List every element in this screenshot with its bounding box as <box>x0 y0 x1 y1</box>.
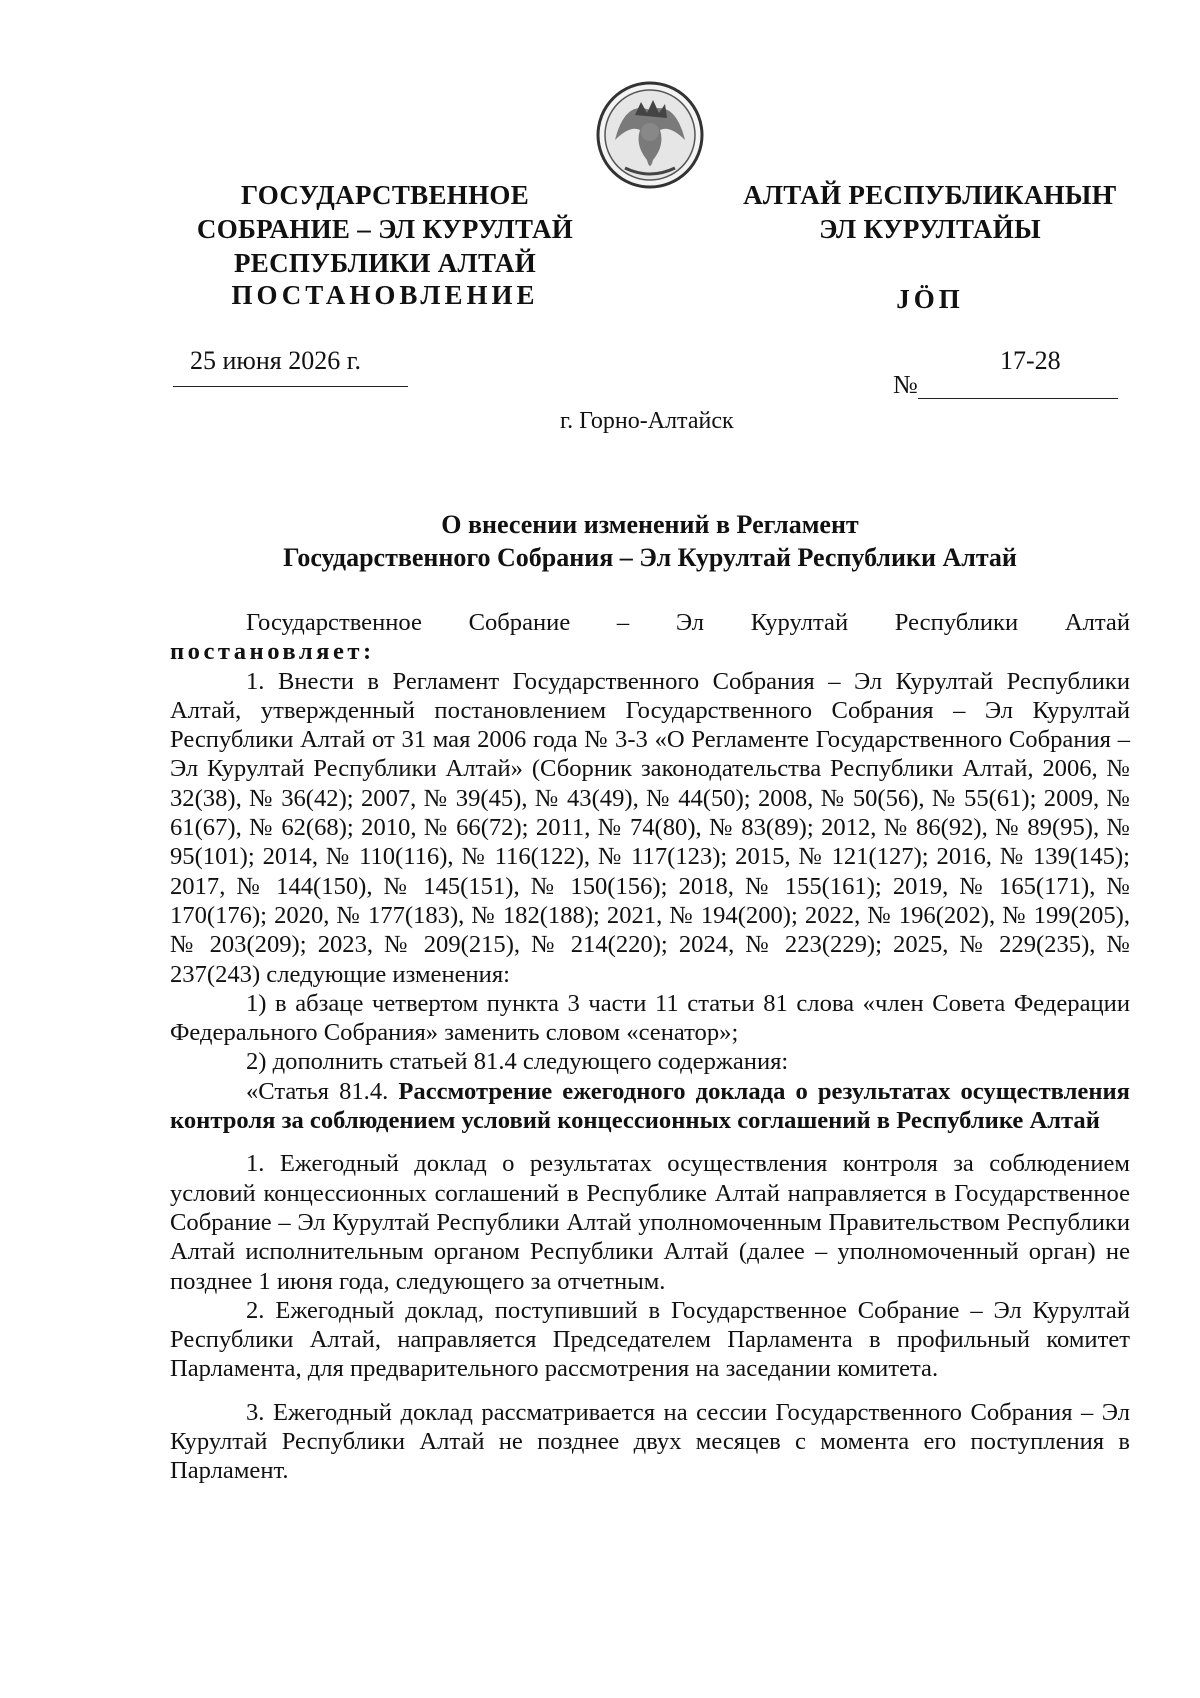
date-underline <box>173 386 408 387</box>
header-left-line: ГОСУДАРСТВЕННОЕ <box>241 180 529 210</box>
header-right-line: ЭЛ КУРУЛТАЙЫ <box>819 214 1041 244</box>
item-1-paragraph: 1. Внести в Регламент Государственного Собрания – Эл Курултай Республики Алтай, утвержденный постановлением Государственного Собрания – Эл Курултай Республики Алтай от 31 мая 2006 года № 3-3 «О Регламенте Государственного Собрания – Эл Курултай Республики Алтай» (Сборник законодательства Республики Алтай, 2006, № 32(38), № 36(42); 2007, № 39(45), № 43(49), № 44(50); 2008, № 50(56), № 55(61); 2009, № 61(67), № 62(68); 2010, № 66(72); 2011, № 74(80), № 83(89); 2012, № 86(92), № 89(95), № 95(101); 2014, № 110(116), № 116(122), № 117(123); 2015, № 121(127); 2016, № 139(145); 2017, № 144(150), № 145(151), № 150(156); 2018, № 155(161); 2019, № 165(171), № 170(176); 2020, № 177(183), № 182(188); 2021, № 194(200); 2022, № 196(202), № 199(205), № 203(209); 2023, № 209(215), № 214(220); 2024, № 223(229); 2025, № 229(235), № 237(243) следующие изменения: <box>170 667 1130 988</box>
header-right-line: АЛТАЙ РЕСПУБЛИКАНЫҤ <box>743 180 1117 210</box>
intro-paragraph: Государственное Собрание – Эл Курултай Республики Алтай <box>246 609 1130 636</box>
article-heading <box>170 1077 1130 1136</box>
document-date: 25 июня 2026 г. <box>190 346 361 375</box>
header-left-block <box>185 178 585 280</box>
sub-item-1-paragraph: 1) в абзаце четвертом пункта 3 части 11 статьи 81 слова «член Совета Федерации Федерального Собрания» заменить словом «сенатор»; <box>170 989 1130 1047</box>
doc-type-ru: ПОСТАНОВЛЕНИЕ <box>231 280 539 310</box>
sub-item-2-paragraph: 2) дополнить статьей 81.4 следующего содержания: <box>246 1048 789 1076</box>
number-label: № <box>893 370 918 399</box>
title-line-1: О внесении изменений в Регламент <box>441 510 859 539</box>
coat-of-arms-emblem-icon <box>595 80 705 190</box>
article-prefix: «Статья 81.4. <box>246 1077 389 1105</box>
article-paragraph-1: 1. Ежегодный доклад о результатах осуществления контроля за соблюдением условий концессионных соглашений в Республике Алтай направляется в Государственное Собрание – Эл Курултай Республики Алтай уполномоченным Правительством Республики Алтай исполнительным органом Республики Алтай (далее – уполномоченный орган) не позднее 1 июня года, следующего за отчетным. <box>170 1150 1130 1295</box>
decree-word: постановляет: <box>170 638 375 666</box>
doc-type-alt: ЈÖП <box>896 284 964 314</box>
document-title <box>170 508 1130 574</box>
article-paragraph-3: 3. Ежегодный доклад рассматривается на сессии Государственного Собрания – Эл Курултай Республики Алтай не позднее двух месяцев с момента его поступления в Парламент. <box>170 1398 1130 1485</box>
header-left-line: РЕСПУБЛИКИ АЛТАЙ <box>233 248 537 278</box>
number-underline <box>918 398 1118 399</box>
header-left-line: СОБРАНИЕ – ЭЛ КУРУЛТАЙ <box>196 214 574 244</box>
document-number: 17-28 <box>1000 346 1061 375</box>
city: г. Горно-Алтайск <box>560 408 734 434</box>
article-title: Рассмотрение ежегодного доклада о результатах осуществления контроля за соблюдением условий концессионных соглашений в Республике Алтай <box>170 1077 1130 1135</box>
document-body <box>170 608 1130 1486</box>
decree-line <box>170 637 1130 666</box>
header-right-block <box>730 178 1130 246</box>
title-line-2: Государственного Собрания – Эл Курултай Республики Алтай <box>283 543 1017 572</box>
article-paragraph-2: 2. Ежегодный доклад, поступивший в Государственное Собрание – Эл Курултай Республики Алтай, направляется Председателем Парламента в профильный комитет Парламента, для предварительного рассмотрения на заседании комитета. <box>170 1296 1130 1383</box>
